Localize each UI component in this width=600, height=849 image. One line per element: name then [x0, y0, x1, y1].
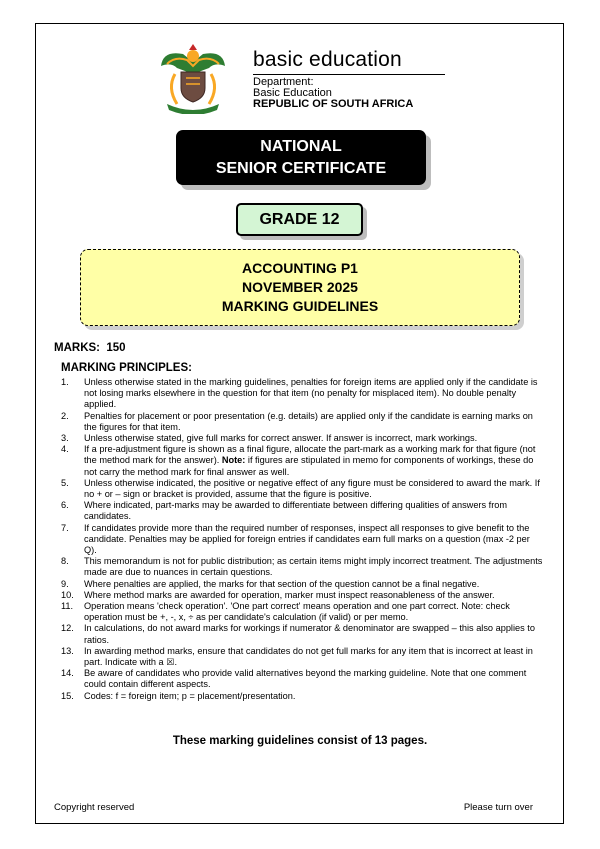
title-line-2: NOVEMBER 2025: [242, 279, 358, 295]
principle-text: This memorandum is not for public distribution; as certain items might imply incorrect treatment. The adjustments made are due to nuances in certain questions.: [84, 556, 543, 578]
principle-number: 12.: [61, 623, 74, 634]
title-line-3: MARKING GUIDELINES: [221, 298, 379, 314]
total-marks: MARKS: 150: [54, 342, 126, 354]
nsc-line-1: NATIONAL: [260, 137, 342, 155]
principle-item: [61, 523, 543, 557]
footer-copyright: Copyright reserved: [54, 802, 135, 813]
principle-text: If candidates provide more than the required number of responses, inspect all responses to give benefit to the candidate. Penalties may be applied for foreign entries if candidates earn full marks on a question (max -2 per Q).: [84, 522, 530, 556]
principle-item: [61, 433, 543, 444]
brand-divider: [253, 74, 445, 75]
principle-item: [61, 411, 543, 433]
principle-text: Codes: f = foreign item; p = placement/presentation.: [84, 690, 296, 701]
principle-item: [61, 478, 543, 500]
grade-badge: GRADE 12: [236, 203, 363, 236]
principle-text: In calculations, do not award marks for workings if numerator & denominator are swapped – this also applies to ratios.: [84, 623, 535, 645]
principle-item: [61, 623, 543, 645]
principle-number: 6.: [61, 500, 69, 511]
principle-number: 4.: [61, 444, 69, 455]
nsc-banner: [176, 130, 426, 185]
principle-item: [61, 444, 543, 478]
principle-number: 15.: [61, 690, 74, 701]
brand-title: basic education: [253, 48, 402, 71]
principle-number: 7.: [61, 522, 69, 533]
principle-item: [61, 500, 543, 522]
principle-number: 14.: [61, 668, 74, 679]
principle-text-cont: if figures are stipulated in memo for components of workings, these do not carry the method mark for final answer as well.: [84, 455, 534, 477]
principle-number: 1.: [61, 377, 69, 387]
principle-text: Where indicated, part-marks may be awarded to differentiate between differing qualities of answers from candidates.: [84, 500, 508, 522]
principle-item: [61, 668, 543, 690]
principle-item: [61, 601, 543, 623]
principle-text: Operation means 'check operation'. 'One part correct' means operation and one part correct. Note: check operation must be +, -, x, ÷ as per candidate's calculation (if valid) or per memo.: [84, 601, 510, 623]
principle-number: 2.: [61, 410, 69, 421]
principle-item: [61, 646, 543, 668]
principle-text: In awarding method marks, ensure that candidates do not get full marks for any item that is incorrect at least in part. Indicate with a ☒.: [84, 645, 533, 668]
principle-note-label: Note:: [221, 455, 246, 466]
title-line-1: ACCOUNTING P1: [242, 260, 358, 276]
principle-number: 9.: [61, 578, 69, 589]
page-count-note: These marking guidelines consist of 13 pages.: [172, 735, 428, 747]
principle-number: 11.: [61, 601, 74, 612]
principle-text: Unless otherwise indicated, the positive or negative effect of any figure must be considered to award the mark. If no + or – sign or bracket is provided, assume that the figure is positive.: [84, 477, 540, 500]
paper-title-box: [80, 249, 520, 326]
principle-item: [61, 691, 543, 702]
principle-number: 3.: [61, 433, 69, 444]
principle-item: [61, 556, 543, 578]
principle-number: 5.: [61, 477, 69, 488]
coat-of-arms-icon: [153, 44, 233, 114]
dept-line-2: Basic Education: [253, 87, 332, 99]
principle-text: Unless otherwise stated in the marking guidelines, penalties for foreign items are applied only if the candidate is not losing marks elsewhere in the question for that item (no penalty for misplaced item). No double penalty applied.: [84, 377, 538, 410]
principle-number: 10.: [61, 589, 74, 600]
principle-text: Unless otherwise stated, give full marks for correct answer. If answer is incorrect, mark workings.: [84, 433, 478, 444]
principle-text: If a pre-adjustment figure is shown as a final figure, allocate the part-mark as a working mark for that figure (not the method mark for the answer).: [84, 444, 536, 466]
principle-item: [61, 377, 543, 411]
nsc-line-2: SENIOR CERTIFICATE: [215, 159, 387, 177]
principles-heading: MARKING PRINCIPLES:: [61, 362, 192, 374]
principle-text: Where method marks are awarded for operation, marker must inspect reasonableness of the answer.: [84, 589, 495, 600]
principle-text: Penalties for placement or poor presentation (e.g. details) are applied only if the candidate is earning marks on the figures for that item.: [84, 410, 533, 432]
principles-list: [61, 377, 543, 702]
principle-text: Where penalties are applied, the marks for that section of the question cannot be a final negative.: [84, 578, 480, 589]
principle-item: [61, 590, 543, 601]
header: [153, 44, 453, 114]
principle-item: [61, 579, 543, 590]
principle-number: 13.: [61, 645, 74, 656]
dept-line-3: REPUBLIC OF SOUTH AFRICA: [253, 98, 414, 110]
principle-text: Be aware of candidates who provide valid alternatives beyond the marking guideline. Note that one comment could contain different aspects.: [84, 668, 527, 690]
footer-turn-over: Please turn over: [463, 802, 533, 813]
principle-number: 8.: [61, 556, 69, 567]
dept-line-1: Department:: [253, 76, 314, 88]
